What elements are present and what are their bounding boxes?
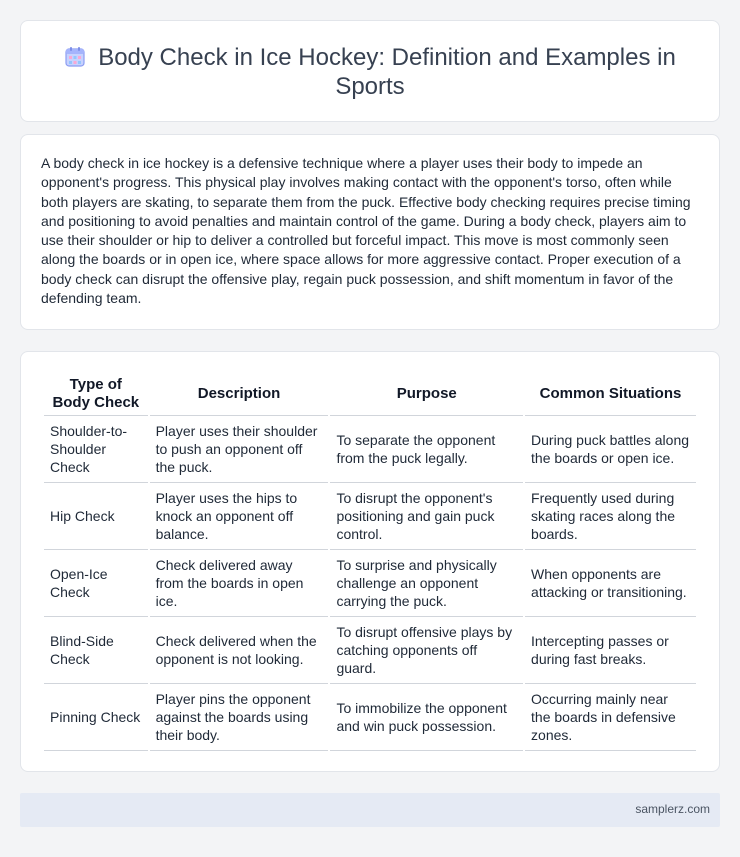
cell-purpose: To disrupt the opponent's positioning and gain puck control. bbox=[330, 483, 523, 550]
header-situations: Common Situations bbox=[525, 372, 696, 416]
cell-purpose: To immobilize the opponent and win puck possession. bbox=[330, 684, 523, 751]
cell-description: Check delivered away from the boards in open ice. bbox=[150, 550, 329, 617]
cell-type: Open-Ice Check bbox=[44, 550, 148, 617]
intro-card bbox=[20, 134, 720, 330]
title-card bbox=[20, 20, 720, 122]
cell-situations: Occurring mainly near the boards in defensive zones. bbox=[525, 684, 696, 751]
footer-site-link[interactable]: samplerz.com bbox=[635, 802, 710, 816]
cell-description: Player uses the hips to knock an opponent off balance. bbox=[150, 483, 329, 550]
header-purpose: Purpose bbox=[330, 372, 523, 416]
table-card bbox=[20, 351, 720, 772]
cell-type: Pinning Check bbox=[44, 684, 148, 751]
header-type: Type of Body Check bbox=[44, 372, 148, 416]
cell-type: Hip Check bbox=[44, 483, 148, 550]
body-check-table bbox=[42, 372, 698, 751]
cell-type: Blind-Side Check bbox=[44, 617, 148, 684]
table-row bbox=[44, 550, 696, 617]
cell-situations: Intercepting passes or during fast breaks. bbox=[525, 617, 696, 684]
cell-purpose: To separate the opponent from the puck legally. bbox=[330, 416, 523, 483]
cell-type: Shoulder-to-Shoulder Check bbox=[44, 416, 148, 483]
page-title: Body Check in Ice Hockey: Definition and Examples in Sports bbox=[98, 44, 676, 100]
cell-situations: During puck battles along the boards or open ice. bbox=[525, 416, 696, 483]
table-row bbox=[44, 416, 696, 483]
cell-situations: Frequently used during skating races along the boards. bbox=[525, 483, 696, 550]
table-row bbox=[44, 483, 696, 550]
cell-description: Check delivered when the opponent is not looking. bbox=[150, 617, 329, 684]
table-header-row bbox=[44, 372, 696, 416]
page-title-block bbox=[61, 43, 679, 101]
cell-description: Player uses their shoulder to push an opponent off the puck. bbox=[150, 416, 329, 483]
cell-purpose: To disrupt offensive plays by catching opponents off guard. bbox=[330, 617, 523, 684]
cell-situations: When opponents are attacking or transitioning. bbox=[525, 550, 696, 617]
calendar-icon bbox=[64, 46, 86, 68]
intro-paragraph: A body check in ice hockey is a defensive technique where a player uses their body to impede an opponent's progress. This physical play involves making contact with the opponent's torso, often while both players are skating, to separate them from the puck. Effective body checking requires precise timing and positioning to avoid penalties and maintain control of the game. During a body check, players aim to use their shoulder or hip to deliver a controlled but forceful impact. This move is most commonly seen along the boards or in open ice, where space allows for more aggressive contact. Proper execution of a body check can disrupt the offensive play, regain puck possession, and shift momentum in favor of the defending team. bbox=[41, 155, 691, 307]
table-row bbox=[44, 684, 696, 751]
cell-purpose: To surprise and physically challenge an opponent carrying the puck. bbox=[330, 550, 523, 617]
cell-description: Player pins the opponent against the boards using their body. bbox=[150, 684, 329, 751]
header-description: Description bbox=[150, 372, 329, 416]
footer-bar bbox=[20, 793, 720, 827]
table-row bbox=[44, 617, 696, 684]
